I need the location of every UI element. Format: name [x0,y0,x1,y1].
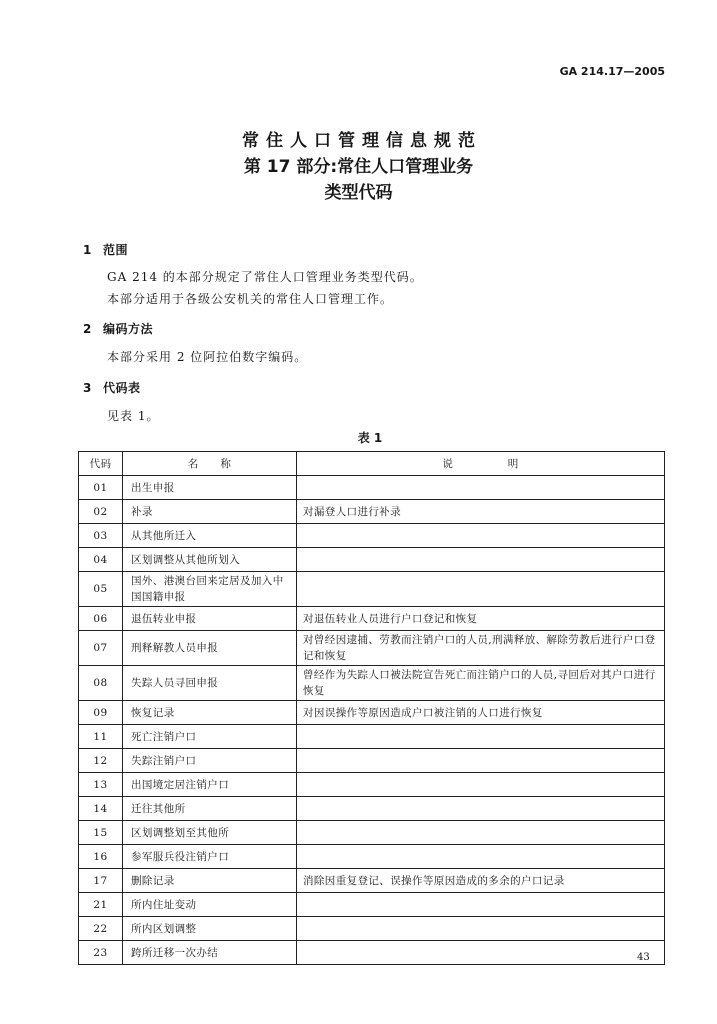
document-title-line-1: 常住人口管理信息规范 [242,131,482,151]
table-caption: 表 1 [357,431,383,445]
description-cell [297,845,665,869]
code-cell: 08 [79,666,123,701]
section-2-paragraph-1: 本部分采用 2 位阿拉伯数字编码。 [107,350,308,364]
section-1-heading: 范围 [103,243,129,257]
name-cell: 所内住址变动 [123,893,297,917]
description-cell [297,476,665,500]
code-table [78,451,665,965]
code-cell: 17 [79,869,123,893]
description-cell [297,821,665,845]
code-cell: 06 [79,607,123,631]
section-1-number: 1 [83,243,92,257]
code-cell: 14 [79,797,123,821]
description-cell [297,725,665,749]
description-cell [297,548,665,572]
name-cell: 区划调整从其他所划入 [123,548,297,572]
table-row [79,797,665,821]
name-cell: 所内区划调整 [123,917,297,941]
code-cell: 13 [79,773,123,797]
name-cell: 删除记录 [123,869,297,893]
standard-code: GA 214.17—2005 [559,65,665,78]
description-cell: 对退伍转业人员进行户口登记和恢复 [297,607,665,631]
section-2-heading: 编码方法 [103,322,154,336]
name-cell: 迁往其他所 [123,797,297,821]
section-3-paragraph-1: 见表 1。 [107,409,160,423]
header-description: 说 明 [297,452,665,476]
name-cell: 出国境定居注销户口 [123,773,297,797]
code-cell: 02 [79,500,123,524]
section-1-paragraph-1: GA 214 的本部分规定了常住人口管理业务类型代码。 [107,270,423,284]
name-cell: 刑释解教人员申报 [123,631,297,666]
description-cell [297,941,665,965]
section-3-heading: 代码表 [103,381,141,395]
section-2-number: 2 [83,322,92,336]
table-row [79,917,665,941]
table-row [79,548,665,572]
table-row [79,893,665,917]
code-cell: 23 [79,941,123,965]
table-row [79,607,665,631]
description-cell [297,749,665,773]
table-row [79,845,665,869]
description-cell: 消除因重复登记、误操作等原因造成的多余的户口记录 [297,869,665,893]
name-cell: 退伍转业申报 [123,607,297,631]
code-cell: 01 [79,476,123,500]
page-number: 43 [637,952,650,963]
section-1-paragraph-2: 本部分适用于各级公安机关的常住人口管理工作。 [107,292,394,306]
description-cell: 对漏登人口进行补录 [297,500,665,524]
table-body [79,476,665,965]
code-cell: 04 [79,548,123,572]
table-row [79,476,665,500]
name-cell: 失踪注销户口 [123,749,297,773]
table-row [79,524,665,548]
code-cell: 15 [79,821,123,845]
description-cell: 对曾经因逮捕、劳教而注销户口的人员,刑满释放、解除劳教后进行户口登记和恢复 [297,631,665,666]
code-cell: 09 [79,701,123,725]
code-cell: 07 [79,631,123,666]
code-cell: 12 [79,749,123,773]
name-cell: 补录 [123,500,297,524]
description-cell [297,773,665,797]
table-row [79,572,665,607]
description-cell [297,917,665,941]
code-cell: 21 [79,893,123,917]
name-cell: 国外、港澳台回来定居及加入中国国籍申报 [123,572,297,607]
name-cell: 区划调整划至其他所 [123,821,297,845]
table-header-row [79,452,665,476]
table-row [79,749,665,773]
table-row [79,666,665,701]
table-row [79,725,665,749]
table-row [79,701,665,725]
description-cell [297,572,665,607]
code-cell: 03 [79,524,123,548]
table-row [79,821,665,845]
section-3-number: 3 [83,381,92,395]
table-row [79,500,665,524]
header-code: 代码 [79,452,123,476]
code-cell: 16 [79,845,123,869]
description-cell [297,893,665,917]
name-cell: 跨所迁移一次办结 [123,941,297,965]
name-cell: 从其他所迁入 [123,524,297,548]
description-cell [297,524,665,548]
name-cell: 参军服兵役注销户口 [123,845,297,869]
name-cell: 死亡注销户口 [123,725,297,749]
document-title-line-3: 类型代码 [324,183,393,203]
description-cell: 曾经作为失踪人口被法院宣告死亡而注销户口的人员,寻回后对其户口进行恢复 [297,666,665,701]
table-row [79,941,665,965]
name-cell: 恢复记录 [123,701,297,725]
description-cell: 对因误操作等原因造成户口被注销的人口进行恢复 [297,701,665,725]
table-row [79,773,665,797]
name-cell: 出生申报 [123,476,297,500]
code-cell: 11 [79,725,123,749]
table-row [79,631,665,666]
table-row [79,869,665,893]
description-cell [297,797,665,821]
code-cell: 22 [79,917,123,941]
document-title-line-2: 第 17 部分:常住人口管理业务 [243,157,474,177]
name-cell: 失踪人员寻回申报 [123,666,297,701]
code-cell: 05 [79,572,123,607]
header-name: 名 称 [123,452,297,476]
